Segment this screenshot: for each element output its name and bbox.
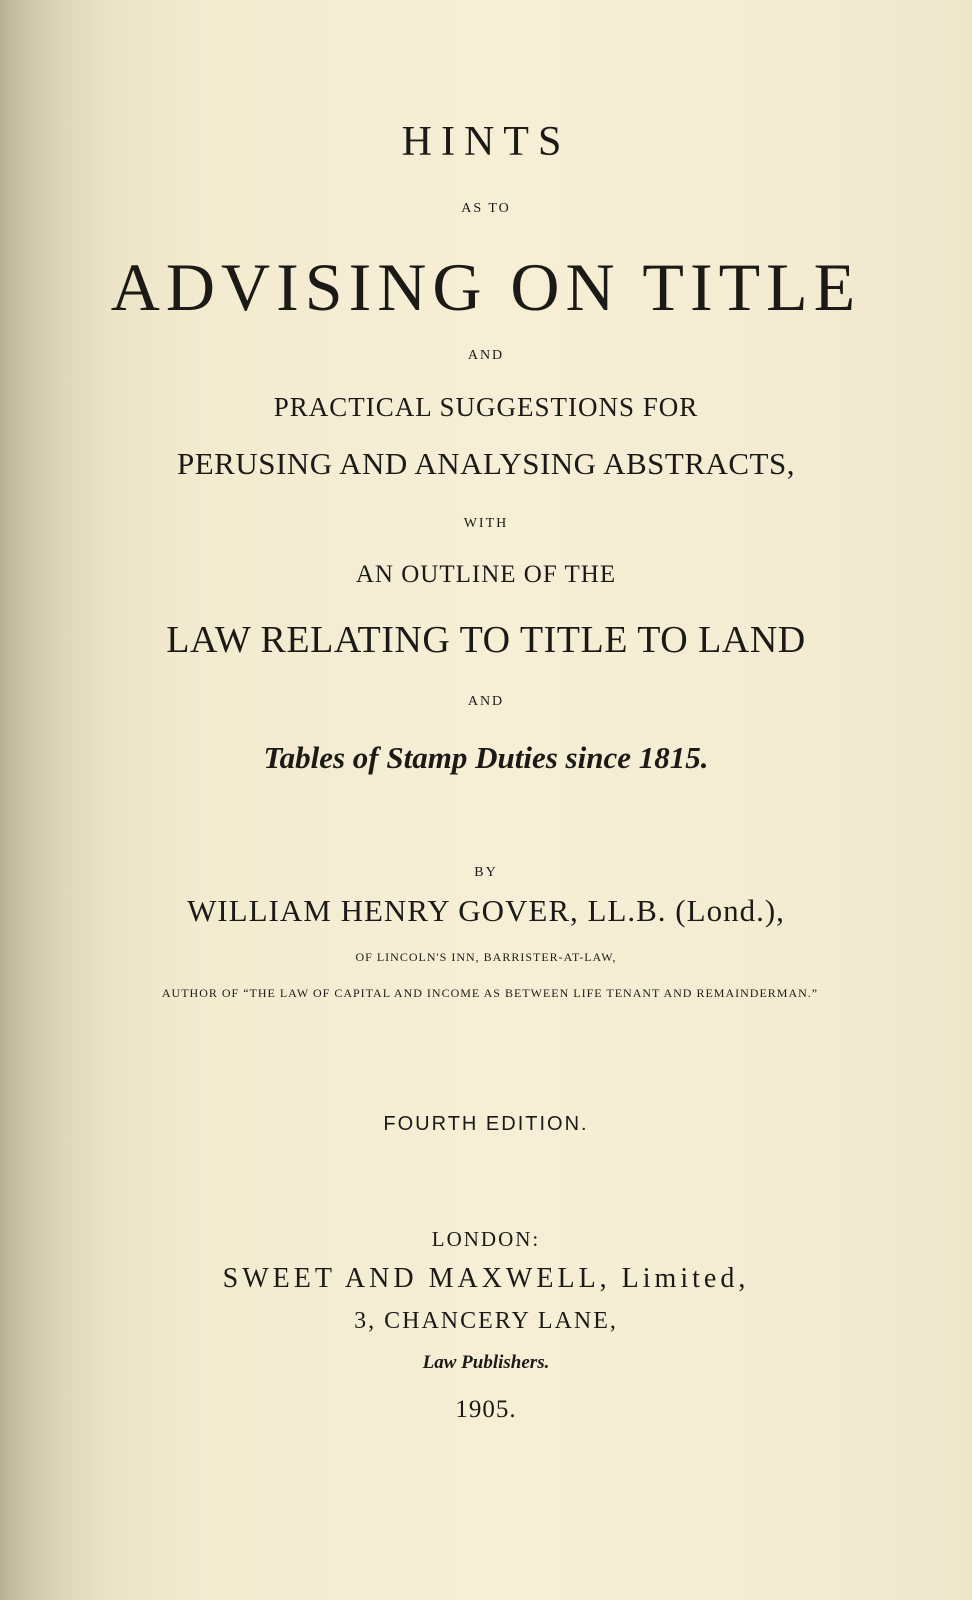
as-to-label: AS TO xyxy=(461,201,511,216)
subtitle-law: LAW RELATING TO TITLE TO LAND xyxy=(166,619,806,661)
publisher-description: Law Publishers. xyxy=(422,1352,550,1373)
title-hints: HINTS xyxy=(401,119,571,165)
publisher-address: 3, CHANCERY LANE, xyxy=(354,1308,618,1334)
author-previous-work: AUTHOR OF “THE LAW OF CAPITAL AND INCOME AS BETWEEN LIFE TENANT AND REMAINDERMAN.” xyxy=(161,986,819,1000)
with-label: WITH xyxy=(463,516,509,531)
subtitle-practical: PRACTICAL SUGGESTIONS FOR xyxy=(273,392,699,422)
and-label-2: AND xyxy=(467,694,505,709)
subtitle-perusing: PERUSING AND ANALYSING ABSTRACTS, xyxy=(177,446,795,481)
publication-year: 1905. xyxy=(455,1396,517,1423)
author-name: WILLIAM HENRY GOVER, LL.B. (Lond.), xyxy=(187,893,785,928)
edition-label: FOURTH EDITION. xyxy=(383,1113,589,1135)
publication-city: LONDON: xyxy=(431,1227,541,1251)
author-affiliation: OF LINCOLN'S INN, BARRISTER-AT-LAW, xyxy=(355,950,617,964)
publisher-name: SWEET AND MAXWELL, Limited, xyxy=(222,1263,750,1294)
subtitle-tables: Tables of Stamp Duties since 1815. xyxy=(263,740,709,775)
by-label: BY xyxy=(474,865,498,880)
and-label-1: AND xyxy=(467,348,505,363)
main-title: ADVISING ON TITLE xyxy=(110,249,862,325)
subtitle-outline: AN OUTLINE OF THE xyxy=(355,561,617,588)
